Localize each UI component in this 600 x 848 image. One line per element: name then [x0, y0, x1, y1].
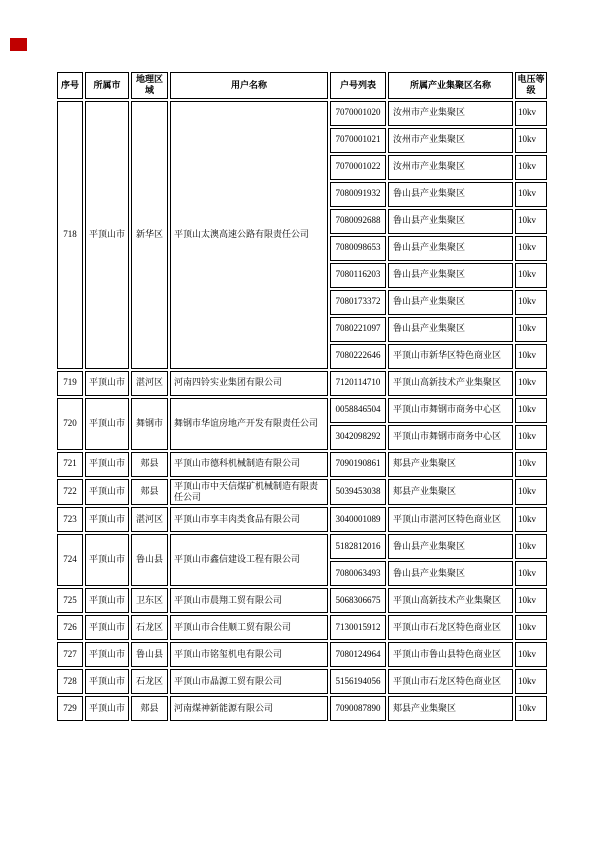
voltage-cell: 10kv: [515, 534, 547, 559]
cluster-cell: 鲁山县产业集聚区: [388, 534, 513, 559]
table-row: [57, 642, 547, 667]
cluster-cell: 鲁山县产业集聚区: [388, 236, 513, 261]
table-row: [57, 479, 547, 506]
table-row: [57, 101, 547, 126]
voltage-cell: 10kv: [515, 317, 547, 342]
cluster-cell: 鲁山县产业集聚区: [388, 290, 513, 315]
table-header-row: [57, 72, 547, 99]
user-name-cell: 平顶山市鑫信建设工程有限公司: [170, 534, 328, 586]
account-id-cell: 7080173372: [330, 290, 386, 315]
city-cell: 平顶山市: [85, 101, 129, 369]
city-cell: 平顶山市: [85, 479, 129, 506]
cluster-cell: 平顶山市新华区特色商业区: [388, 344, 513, 369]
serial-cell: 720: [57, 398, 83, 450]
header-voltage-level: 电压等级: [515, 72, 547, 99]
cluster-cell: 汝州市产业集聚区: [388, 128, 513, 153]
voltage-cell: 10kv: [515, 128, 547, 153]
header-account-list: 户号列表: [330, 72, 386, 99]
header-cluster-name: 所属产业集聚区名称: [388, 72, 513, 99]
cluster-cell: 鲁山县产业集聚区: [388, 182, 513, 207]
voltage-cell: 10kv: [515, 263, 547, 288]
user-name-cell: 平顶山市中天信煤矿机械制造有限责任公司: [170, 479, 328, 506]
serial-cell: 725: [57, 588, 83, 613]
account-id-cell: 7080092688: [330, 209, 386, 234]
cluster-cell: 平顶山市湛河区特色商业区: [388, 507, 513, 532]
cluster-cell: 汝州市产业集聚区: [388, 101, 513, 126]
region-cell: 湛河区: [131, 371, 168, 396]
city-cell: 平顶山市: [85, 669, 129, 694]
account-id-cell: 7080116203: [330, 263, 386, 288]
city-cell: 平顶山市: [85, 615, 129, 640]
voltage-cell: 10kv: [515, 561, 547, 586]
region-cell: 湛河区: [131, 507, 168, 532]
account-id-cell: 5039453038: [330, 479, 386, 506]
table-row: [57, 452, 547, 477]
voltage-cell: 10kv: [515, 209, 547, 234]
voltage-cell: 10kv: [515, 236, 547, 261]
red-highlight-marker: [10, 38, 27, 51]
electricity-user-table: [55, 70, 549, 723]
cluster-cell: 鲁山县产业集聚区: [388, 317, 513, 342]
user-name-cell: 平顶山市合佳顺工贸有限公司: [170, 615, 328, 640]
voltage-cell: 10kv: [515, 642, 547, 667]
serial-cell: 722: [57, 479, 83, 506]
serial-cell: 728: [57, 669, 83, 694]
cluster-cell: 郏县产业集聚区: [388, 452, 513, 477]
account-id-cell: 7080222646: [330, 344, 386, 369]
account-id-cell: 7080124964: [330, 642, 386, 667]
city-cell: 平顶山市: [85, 534, 129, 586]
serial-cell: 727: [57, 642, 83, 667]
voltage-cell: 10kv: [515, 696, 547, 721]
account-id-cell: 7080221097: [330, 317, 386, 342]
account-id-cell: 7080098653: [330, 236, 386, 261]
header-city: 所属市: [85, 72, 129, 99]
city-cell: 平顶山市: [85, 642, 129, 667]
account-id-cell: 3040001089: [330, 507, 386, 532]
region-cell: 舞钢市: [131, 398, 168, 450]
cluster-cell: 平顶山高新技术产业集聚区: [388, 588, 513, 613]
serial-cell: 723: [57, 507, 83, 532]
voltage-cell: 10kv: [515, 588, 547, 613]
voltage-cell: 10kv: [515, 344, 547, 369]
account-id-cell: 7070001022: [330, 155, 386, 180]
serial-cell: 718: [57, 101, 83, 369]
cluster-cell: 郏县产业集聚区: [388, 696, 513, 721]
cluster-cell: 平顶山市鲁山县特色商业区: [388, 642, 513, 667]
account-id-cell: 7120114710: [330, 371, 386, 396]
region-cell: 郏县: [131, 452, 168, 477]
table-body: [57, 101, 547, 722]
header-serial: 序号: [57, 72, 83, 99]
account-id-cell: 5182812016: [330, 534, 386, 559]
voltage-cell: 10kv: [515, 182, 547, 207]
user-name-cell: 舞钢市华谊房地产开发有限责任公司: [170, 398, 328, 450]
header-user-name: 用户名称: [170, 72, 328, 99]
cluster-cell: 平顶山市石龙区特色商业区: [388, 615, 513, 640]
serial-cell: 719: [57, 371, 83, 396]
region-cell: 石龙区: [131, 615, 168, 640]
serial-cell: 721: [57, 452, 83, 477]
table-row: [57, 371, 547, 396]
cluster-cell: 郏县产业集聚区: [388, 479, 513, 506]
account-id-cell: 7080063493: [330, 561, 386, 586]
serial-cell: 726: [57, 615, 83, 640]
account-id-cell: 0058846504: [330, 398, 386, 423]
user-name-cell: 平顶山太澳高速公路有限责任公司: [170, 101, 328, 369]
account-id-cell: 5068306675: [330, 588, 386, 613]
region-cell: 鲁山县: [131, 642, 168, 667]
city-cell: 平顶山市: [85, 696, 129, 721]
cluster-cell: 鲁山县产业集聚区: [388, 263, 513, 288]
user-name-cell: 河南煤神新能源有限公司: [170, 696, 328, 721]
table-row: [57, 615, 547, 640]
region-cell: 郏县: [131, 479, 168, 506]
table-row: [57, 588, 547, 613]
table-row: [57, 534, 547, 559]
user-name-cell: 平顶山市晨翔工贸有限公司: [170, 588, 328, 613]
table-row: [57, 696, 547, 721]
account-id-cell: 7090087890: [330, 696, 386, 721]
account-id-cell: 7130015912: [330, 615, 386, 640]
cluster-cell: 平顶山市舞钢市商务中心区: [388, 425, 513, 450]
table-row: [57, 507, 547, 532]
cluster-cell: 平顶山市石龙区特色商业区: [388, 669, 513, 694]
table-row: [57, 398, 547, 423]
region-cell: 郏县: [131, 696, 168, 721]
header-region: 地理区域: [131, 72, 168, 99]
voltage-cell: 10kv: [515, 155, 547, 180]
voltage-cell: 10kv: [515, 669, 547, 694]
city-cell: 平顶山市: [85, 398, 129, 450]
table-row: [57, 669, 547, 694]
voltage-cell: 10kv: [515, 290, 547, 315]
account-id-cell: 3042098292: [330, 425, 386, 450]
city-cell: 平顶山市: [85, 588, 129, 613]
serial-cell: 729: [57, 696, 83, 721]
account-id-cell: 7070001021: [330, 128, 386, 153]
user-name-cell: 平顶山市晶源工贸有限公司: [170, 669, 328, 694]
region-cell: 鲁山县: [131, 534, 168, 586]
city-cell: 平顶山市: [85, 507, 129, 532]
city-cell: 平顶山市: [85, 452, 129, 477]
region-cell: 石龙区: [131, 669, 168, 694]
cluster-cell: 汝州市产业集聚区: [388, 155, 513, 180]
user-name-cell: 平顶山市铭玺机电有限公司: [170, 642, 328, 667]
cluster-cell: 平顶山市舞钢市商务中心区: [388, 398, 513, 423]
user-name-cell: 平顶山市德科机械制造有限公司: [170, 452, 328, 477]
voltage-cell: 10kv: [515, 452, 547, 477]
account-id-cell: 5156194056: [330, 669, 386, 694]
serial-cell: 724: [57, 534, 83, 586]
account-id-cell: 7070001020: [330, 101, 386, 126]
voltage-cell: 10kv: [515, 615, 547, 640]
region-cell: 新华区: [131, 101, 168, 369]
voltage-cell: 10kv: [515, 507, 547, 532]
account-id-cell: 7080091932: [330, 182, 386, 207]
voltage-cell: 10kv: [515, 479, 547, 506]
account-id-cell: 7090190861: [330, 452, 386, 477]
user-name-cell: 平顶山市享丰肉类食品有限公司: [170, 507, 328, 532]
voltage-cell: 10kv: [515, 398, 547, 423]
region-cell: 卫东区: [131, 588, 168, 613]
voltage-cell: 10kv: [515, 371, 547, 396]
cluster-cell: 平顶山高新技术产业集聚区: [388, 371, 513, 396]
city-cell: 平顶山市: [85, 371, 129, 396]
cluster-cell: 鲁山县产业集聚区: [388, 561, 513, 586]
voltage-cell: 10kv: [515, 101, 547, 126]
voltage-cell: 10kv: [515, 425, 547, 450]
cluster-cell: 鲁山县产业集聚区: [388, 209, 513, 234]
user-name-cell: 河南四铃实业集团有限公司: [170, 371, 328, 396]
header-row: [57, 72, 547, 99]
